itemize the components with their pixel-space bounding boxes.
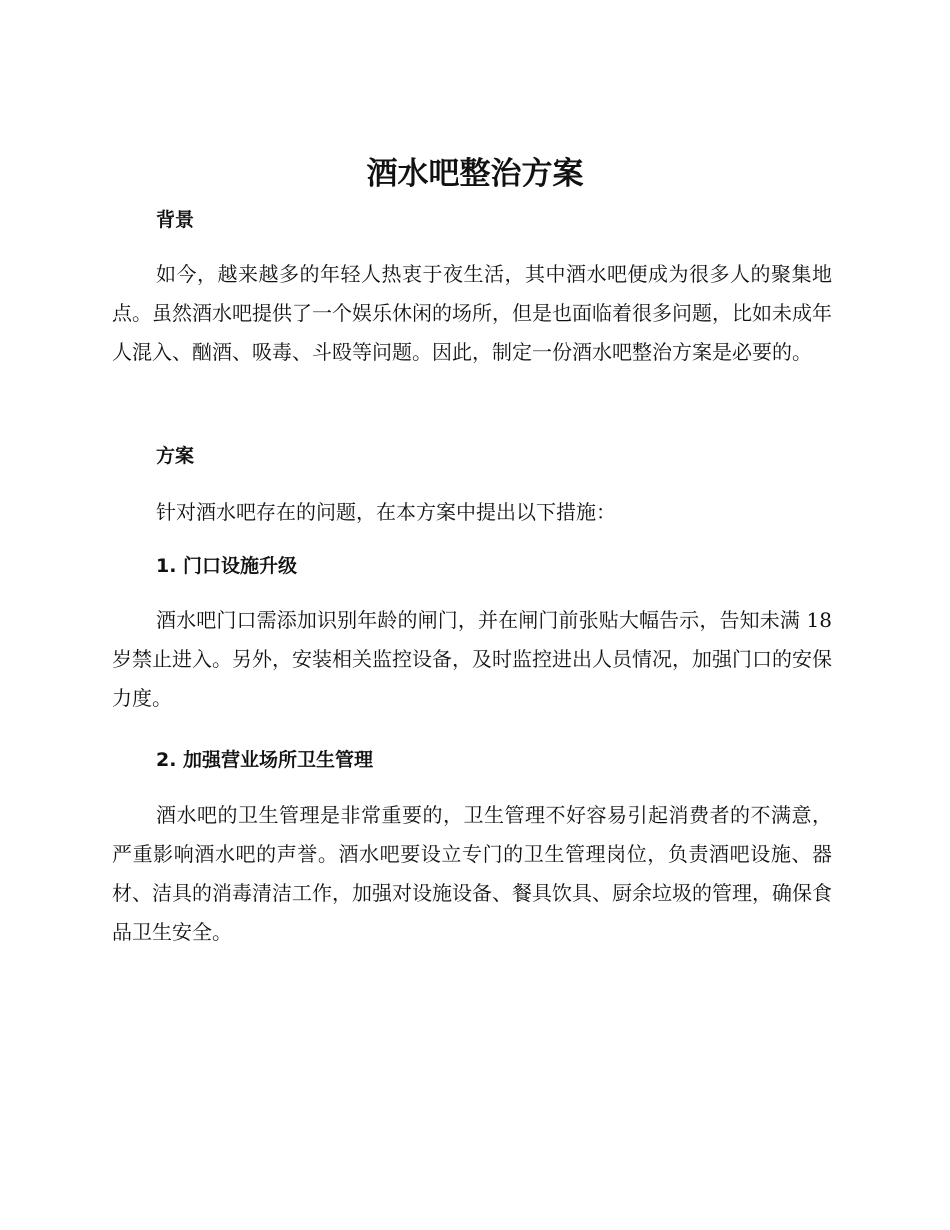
document-title: 酒水吧整治方案 xyxy=(366,156,584,192)
section-heading-entrance-upgrade: 1. 门口设施升级 xyxy=(156,555,298,577)
section-heading-background: 背景 xyxy=(156,209,195,231)
section-heading-plan: 方案 xyxy=(156,445,195,467)
section-paragraph-plan: 针对酒水吧存在的问题，在本方案中提出以下措施： xyxy=(156,500,616,524)
section-paragraph-background: 如今，越来越多的年轻人热衷于夜生活，其中酒水吧便成为很多人的聚集地点。虽然酒水吧提供了一个娱乐休闲的场所，但是也面临着很多问题，比如未成年人混入、酗酒、吸毒、斗殴等问题。因此，制定一份酒水吧整治方案是必要的。 xyxy=(112,262,832,364)
section-paragraph-entrance-upgrade: 酒水吧门口需添加识别年龄的闸门，并在闸门前张贴大幅告示，告知未满 18 岁禁止进入。另外，安装相关监控设备，及时监控进出人员情况，加强门口的安保力度。 xyxy=(112,608,832,710)
section-heading-hygiene-management: 2. 加强营业场所卫生管理 xyxy=(156,749,374,771)
section-paragraph-hygiene-management: 酒水吧的卫生管理是非常重要的，卫生管理不好容易引起消费者的不满意，严重影响酒水吧的声誉。酒水吧要设立专门的卫生管理岗位，负责酒吧设施、器材、洁具的消毒清洁工作，加强对设施设备、餐具饮具、厨余垃圾的管理，确保食品卫生安全。 xyxy=(112,803,832,944)
